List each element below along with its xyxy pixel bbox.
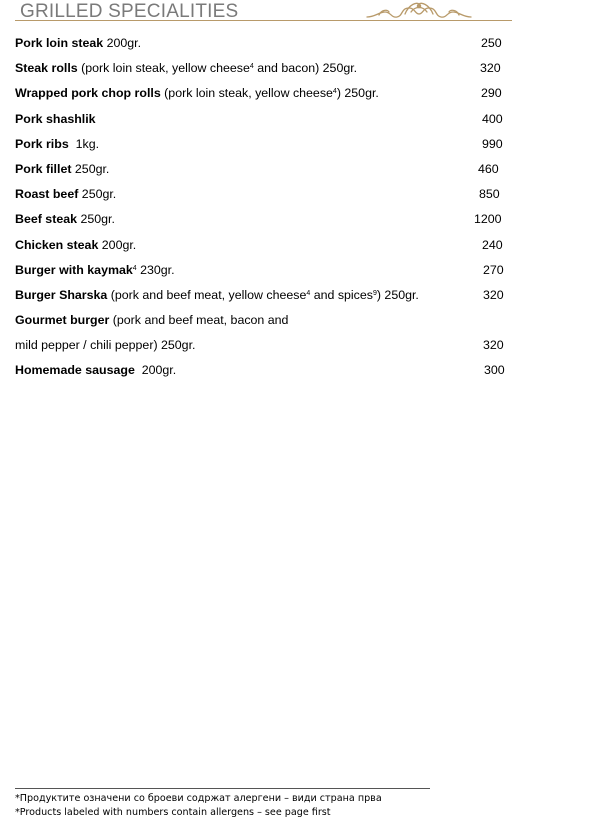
- item-name: Wrapped pork chop rolls: [15, 86, 161, 101]
- menu-item: [15, 210, 515, 235]
- item-description: 200gr.: [134, 363, 177, 378]
- footer-rule: [15, 788, 430, 789]
- item-description-cont: and spices: [310, 287, 373, 302]
- item-price: 1200: [474, 212, 502, 227]
- allergen-number: 4: [306, 289, 311, 297]
- item-description: 200gr.: [98, 237, 137, 252]
- item-name: Gourmet burger: [15, 313, 110, 328]
- item-description: 250gr.: [78, 187, 117, 202]
- allergen-number: 4: [132, 264, 137, 272]
- item-description: 250gr.: [77, 212, 115, 227]
- item-description: mild pepper / chili pepper) 250gr.: [15, 338, 196, 353]
- item-description: (pork and beef meat, bacon and: [109, 313, 289, 328]
- section-header: [15, 0, 512, 22]
- allergen-note-en: *Products labeled with numbers contain allergens – see page first: [15, 807, 331, 818]
- item-price: 290: [481, 86, 502, 101]
- menu-item: [15, 135, 515, 160]
- item-description: (pork loin steak, yellow cheese: [160, 86, 333, 101]
- item-description-end: ) 250gr.: [376, 287, 419, 302]
- menu-item: [15, 236, 515, 261]
- item-price: 320: [480, 61, 501, 76]
- menu-list: [15, 34, 515, 387]
- item-description: 1kg.: [68, 136, 100, 151]
- allergen-number: 9: [372, 289, 377, 297]
- menu-item-continued: [15, 336, 515, 361]
- item-price: 850: [479, 187, 500, 202]
- menu-item: [15, 185, 515, 210]
- item-name: Roast beef: [15, 187, 79, 202]
- item-description-cont: and bacon) 250gr.: [253, 61, 358, 76]
- item-name: Burger Sharska: [15, 287, 108, 302]
- menu-item: [15, 311, 515, 336]
- menu-item: [15, 361, 515, 386]
- item-name: Pork loin steak: [15, 36, 104, 50]
- item-description: 200gr.: [103, 36, 142, 50]
- allergen-number: 4: [332, 88, 337, 96]
- menu-item: [15, 84, 515, 109]
- item-name: Chicken steak: [15, 237, 99, 252]
- item-name: Pork shashlik: [15, 111, 96, 126]
- header-rule: [15, 20, 512, 21]
- item-description-cont: ) 250gr.: [336, 86, 379, 101]
- item-description: (pork and beef meat, yellow cheese: [107, 287, 307, 302]
- item-price: 270: [483, 262, 504, 277]
- menu-item: [15, 286, 515, 311]
- item-name: Burger with kaymak: [15, 262, 133, 277]
- item-price: 320: [483, 338, 504, 353]
- item-name: Homemade sausage: [15, 363, 135, 378]
- ornament-flourish-icon: [365, 0, 473, 22]
- section-title: GRILLED SPECIALITIES: [20, 1, 239, 22]
- item-price: 240: [482, 237, 503, 252]
- item-price: 460: [478, 161, 499, 176]
- item-description: (pork loin steak, yellow cheese: [77, 61, 250, 76]
- item-name: Steak rolls: [15, 61, 78, 76]
- item-description: 250gr.: [71, 161, 110, 176]
- menu-item: [15, 110, 515, 135]
- allergen-note: [15, 792, 382, 820]
- item-price: 400: [482, 111, 503, 126]
- menu-item: [15, 261, 515, 286]
- allergen-number: 4: [249, 63, 254, 71]
- item-price: 990: [482, 136, 503, 151]
- item-description: 230gr.: [136, 262, 175, 277]
- menu-item: [15, 34, 515, 59]
- item-price: 300: [484, 363, 505, 378]
- item-name: Pork fillet: [15, 161, 72, 176]
- item-name: Beef steak: [15, 212, 77, 227]
- item-name: Pork ribs: [15, 136, 69, 151]
- menu-item: [15, 160, 515, 185]
- item-price: 250: [481, 36, 502, 50]
- menu-item: [15, 59, 515, 84]
- item-price: 320: [483, 287, 504, 302]
- allergen-note-mk: *Продуктите означени со броеви содржат алергени – види страна прва: [15, 793, 382, 804]
